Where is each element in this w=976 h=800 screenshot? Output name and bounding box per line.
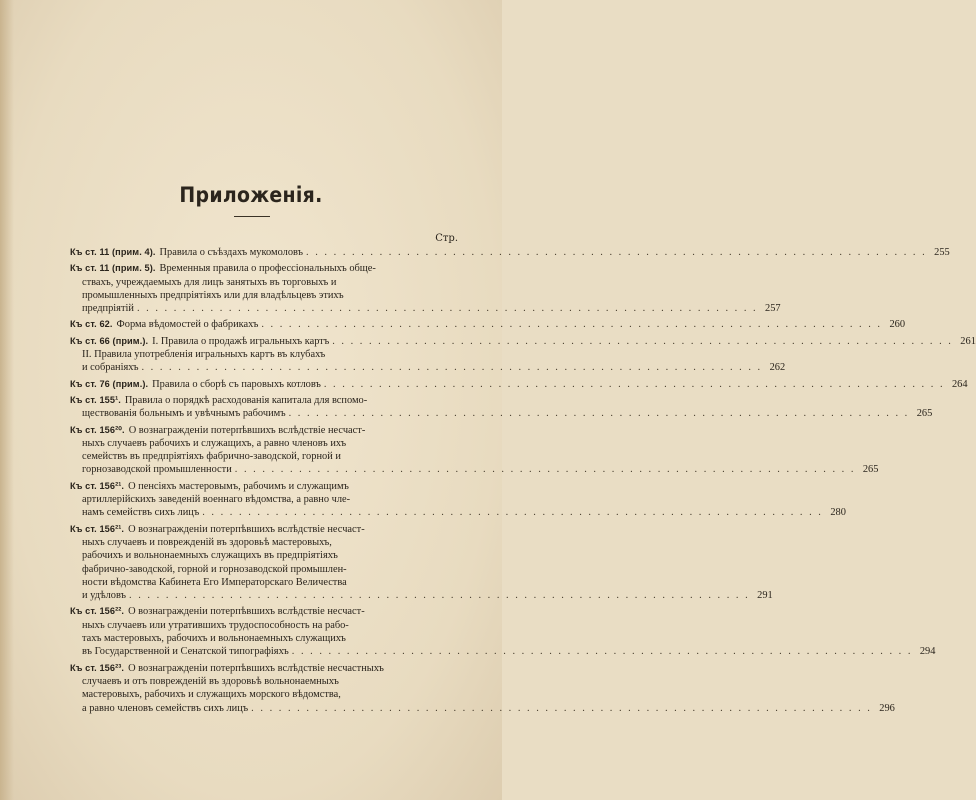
leader-dots (235, 463, 856, 476)
toc-entry-text: предпріятій (82, 303, 134, 315)
toc-page-number: 264 (951, 378, 968, 390)
toc-entry-line (70, 662, 466, 675)
toc-entry-line (70, 378, 968, 391)
toc-entry (70, 605, 936, 658)
toc-entry-text: Правила о порядкѣ расходованія капитала для вспомо- (124, 394, 368, 406)
leader-dots (141, 361, 762, 374)
toc-entry-text: горнозаводской промышленности (82, 464, 232, 476)
toc-entry-text: ности вѣдомства Кабинета Его Императорскаго Величества (82, 576, 347, 588)
toc-entry-ref: Къ ст. 156²¹. (70, 523, 125, 534)
leader-dots (306, 246, 927, 259)
toc-page-number: 296 (879, 702, 895, 714)
toc-entry-line (70, 480, 466, 493)
toc-entry-line (70, 675, 466, 688)
toc-entry (70, 246, 950, 259)
page-binding-shadow (0, 0, 14, 800)
leader-dots (129, 589, 750, 602)
page-column-label: Стр. (435, 233, 458, 244)
toc-page-number: 291 (757, 590, 773, 602)
toc-entry-line (70, 589, 773, 602)
toc-entry (70, 523, 773, 603)
toc-entry (70, 335, 976, 375)
leader-dots (137, 302, 758, 315)
toc-page-number: 257 (765, 303, 781, 315)
toc-entry-text: ныхъ случаевъ или утратившихъ трудоспособность на рабо- (82, 619, 349, 631)
toc-entry-text: О вознагражденіи потерпѣвшихъ вслѣдствіе несчаст- (128, 424, 366, 436)
toc-entry-text: семействъ въ предпріятіяхъ фабрично-заводской, горной и (82, 451, 341, 463)
toc-entry-ref: Къ ст. 156²¹. (70, 480, 125, 491)
toc-entry-line (70, 576, 466, 589)
toc-entry-text: О вознагражденіи потерпѣвшихъ вслѣдствіе несчастныхъ (128, 662, 384, 674)
toc-entry-line (70, 361, 786, 374)
toc-entry-line (70, 632, 466, 645)
toc-entry-text: случаевъ и отъ поврежденій въ здоровьѣ вольнонаемныхъ (82, 675, 339, 687)
toc-page-number: 265 (862, 464, 879, 476)
toc-entry-line (70, 549, 466, 562)
toc-entry-text: мастеровыхъ, рабочихъ и служащихъ морского вѣдомства, (82, 689, 341, 701)
toc-entry-ref: Къ ст. 76 (прим.). (70, 378, 149, 389)
toc-entry-text: фабрично-заводской, горной и горнозаводской промышлен- (82, 563, 347, 575)
toc-entry-ref: Къ ст. 11 (прим. 5). (70, 263, 156, 274)
toc-entry-text: I. Правила о продажѣ игральныхъ картъ (152, 335, 330, 347)
toc-entry-ref: Къ ст. 62. (70, 319, 113, 330)
toc-entry-ref: Къ ст. 66 (прим.). (70, 335, 149, 346)
toc-entry-line (70, 318, 906, 331)
toc-entry-text: въ Государственной и Сенатской типографіяхъ (82, 646, 289, 658)
toc-entry-ref: Къ ст. 11 (прим. 4). (70, 247, 156, 257)
leader-dots (261, 318, 882, 331)
toc-entry-text: намъ семействъ сихъ лицъ (82, 507, 200, 519)
toc-entry-text: ствахъ, учреждаемыхъ для лицъ занятыхъ въ торговыхъ и (82, 276, 337, 288)
toc-entry (70, 480, 846, 520)
toc-entry-line (70, 246, 950, 259)
toc-entry-ref: Къ ст. 156²². (70, 606, 125, 617)
leader-dots (251, 702, 872, 715)
toc-entry-line (70, 506, 846, 519)
toc-entry-text: ществованія больнымъ и увѣчнымъ рабочимъ (82, 408, 286, 420)
leader-dots (289, 407, 910, 420)
toc-entry-text: Временныя правила о профессіональныхъ обще- (159, 263, 376, 275)
page-title: Приложенія. (179, 183, 323, 207)
toc-entry-text: тахъ мастеровыхъ, рабочихъ и вольнонаемныхъ служащихъ (82, 633, 346, 645)
toc-entry-line (70, 407, 933, 420)
toc-entry-line (70, 437, 466, 450)
leader-dots (332, 335, 953, 348)
toc-page-number: 260 (889, 319, 906, 331)
toc-entry-line (70, 394, 466, 407)
toc-page-number: 261 (960, 335, 976, 347)
toc-entry-line (70, 302, 781, 315)
toc-entry-line (70, 688, 466, 701)
toc-entry-text: Правила о сборѣ съ паровыхъ котловъ (152, 378, 321, 390)
toc-entry-line (70, 645, 936, 658)
toc-page-number: 255 (934, 247, 950, 258)
toc-entry-line (70, 424, 466, 437)
toc-entry-text: О вознагражденіи потерпѣвшихъ вслѣдствіе несчаст- (128, 606, 365, 618)
leader-dots (202, 506, 823, 519)
toc-entry-text: Форма вѣдомостей о фабрикахъ (116, 319, 259, 331)
toc-entry-ref: Къ ст. 156²⁰. (70, 424, 125, 435)
toc-entry-text: а равно членовъ семействъ сихъ лицъ (82, 702, 249, 714)
toc-entry-text: О пенсіяхъ мастеровымъ, рабочимъ и служащимъ (128, 480, 349, 492)
toc-page-number: 265 (916, 408, 933, 420)
toc-entry-line (70, 262, 466, 275)
toc-entry-text: и собраніяхъ (82, 362, 139, 374)
toc-page-number: 280 (830, 507, 846, 519)
toc-entry-text: рабочихъ и вольнонаемныхъ служащихъ въ предпріятіяхъ (82, 550, 338, 562)
toc-entry-text: О вознагражденіи потерпѣвшихъ вслѣдствіе несчаст- (128, 523, 365, 535)
toc-entry-line (70, 536, 466, 549)
toc-entry-text: ныхъ случаевъ рабочихъ и служащихъ, а равно членовъ ихъ (82, 437, 347, 449)
table-of-contents (70, 246, 976, 718)
toc-entry (70, 318, 906, 331)
toc-entry-line (70, 605, 466, 618)
toc-entry-line (70, 463, 879, 476)
leader-dots (324, 378, 945, 391)
toc-entry-text: и удѣловъ (82, 590, 127, 602)
toc-entry-line (70, 335, 976, 348)
toc-entry (70, 262, 781, 315)
toc-entry-ref: Къ ст. 156²³. (70, 662, 125, 673)
toc-entry (70, 378, 968, 391)
toc-entry-line (70, 450, 466, 463)
toc-entry-text: промышленныхъ предпріятіяхъ или для владѣльцевъ этихъ (82, 289, 344, 301)
toc-entry-line (70, 493, 466, 506)
toc-entry-line (70, 276, 466, 289)
toc-entry-line (70, 702, 895, 715)
toc-entry (70, 394, 933, 421)
toc-entry-line (70, 619, 466, 632)
toc-entry-text: ныхъ случаевъ и поврежденій въ здоровьѣ мастеровыхъ, (82, 536, 332, 548)
toc-entry-text: II. Правила употребленія игральныхъ картъ въ клубахъ (82, 349, 326, 361)
toc-entry-line (70, 563, 466, 576)
toc-entry-line (70, 523, 466, 536)
title-rule (234, 216, 270, 217)
toc-page-number: 294 (919, 646, 936, 658)
toc-entry (70, 662, 895, 715)
toc-entry (70, 424, 879, 477)
toc-entry-text: артиллерійскихъ заведеній военнаго вѣдомства, а равно чле- (82, 494, 351, 506)
toc-entry-line (70, 348, 466, 361)
toc-page-number: 262 (769, 362, 786, 374)
toc-entry-text: Правила о съѣздахъ мукомоловъ (159, 247, 304, 258)
leader-dots (292, 645, 913, 658)
toc-entry-line (70, 289, 466, 302)
toc-entry-ref: Къ ст. 155¹. (70, 394, 121, 405)
